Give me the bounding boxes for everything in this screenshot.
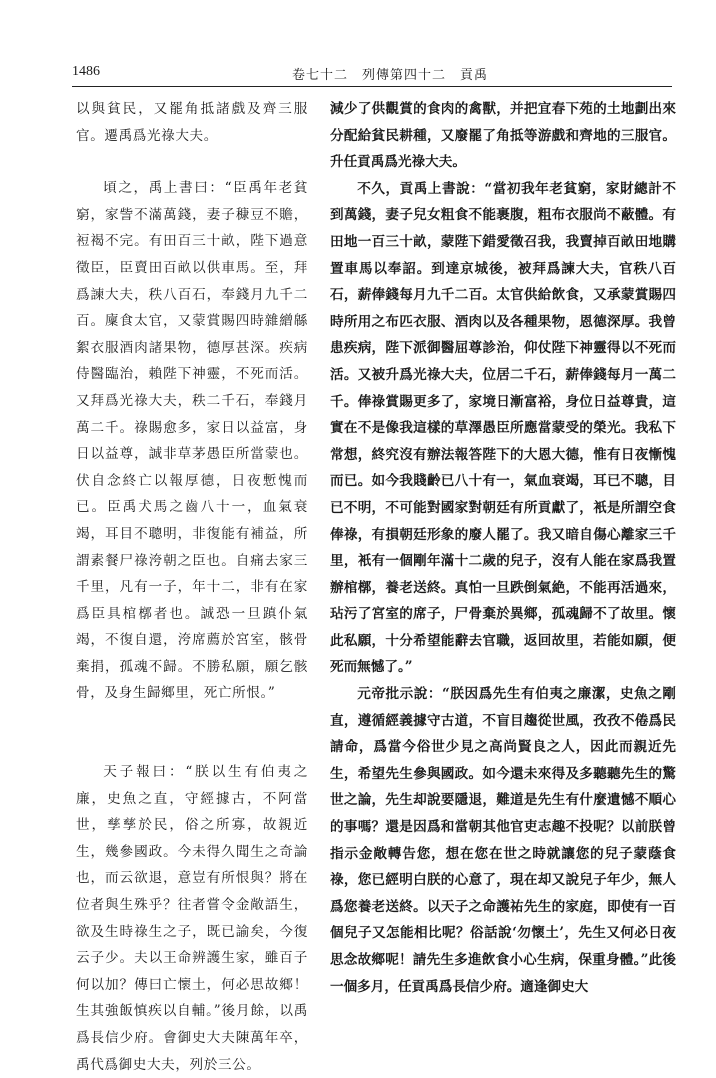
page-header — [72, 60, 672, 87]
classical-paragraph-2: 頃之，禹上書曰：“臣禹年老貧窮，家訾不滿萬錢，妻子穅豆不贍，裋褐不完。有田百三十畝，陛下過意徵臣，臣賣田百畝以供車馬。至，拜爲諫大夫，秩八百石，奉錢月九千二百。廩食太官，又蒙賞賜四時雜繒緜絮衣服酒肉諸果物，德厚甚深。疾病侍醫臨治，賴陛下神靈，不死而活。又拜爲光祿大夫，秩二千石，奉錢月萬二千。祿賜愈多，家日以益富，身日以益尊，誠非草茅愚臣所當蒙也。伏自念終亡以報厚德，日夜慙愧而已。臣禹犬馬之齒八十一，血氣衰竭，耳目不聰明，非復能有補益，所謂素餐尸祿洿朝之臣也。自痛去家三千里，凡有一子，年十二，非有在家爲臣具棺槨者也。誠恐一旦蹎仆氣竭，不復自還，洿席薦於宮室，骸骨棄捐，孤魂不歸。不勝私願，願乞骸骨，及身生歸鄉里，死亡所恨。” — [76, 180, 308, 702]
translation-paragraph-1: 減少了供觀賞的食肉的禽獸，并把宜春下苑的土地劃出來分配給貧民耕種，又廢罷了角抵等游戲和齊地的三服官。升任貢禹爲光祿大夫。 — [330, 101, 676, 171]
classical-paragraph-1: 以與貧民，又罷角抵諸戲及齊三服官。遷禹爲光祿大夫。 — [76, 101, 308, 144]
running-head: 卷七十二 列傳第四十二 貢禹 — [292, 68, 489, 83]
classical-paragraph-3: 天子報曰：“朕以生有伯夷之廉，史魚之直，守經據古，不阿當世，孳孳於民，俗之所寡，故親近生，幾參國政。今未得久聞生之奇論也，而云欲退，意豈有所恨與？將在位者與生殊乎？往者嘗令金敞語生，欲及生時祿生之子，既已諭矣，今復云子少。夫以王命辨護生家，雖百子何以加？傳曰亡懷土，何必思故鄉！生其強飯慎疾以自輔。”後月餘，以禹爲長信少府。會御史大夫陳萬年卒，禹代爲御史大夫，列於三公。 — [76, 764, 308, 1073]
translation-column — [330, 96, 676, 995]
translation-paragraph-3: 元帝批示說：“朕因爲先生有伯夷之廉潔，史魚之剛直，遵循經義據守古道，不盲目趨從世風，孜孜不倦爲民請命，爲當今俗世少見之高尚賢良之人，因此而親近先生，希望先生參與國政。如今還未來得及多聽聽先生的驚世之論，先生却說要隱退，難道是先生有什麼遺憾不順心的事嗎？還是因爲和當朝其他官吏志趣不投呢？以前朕曾指示金敞轉告您，想在您在世之時就讓您的兒子蒙蔭食祿，您已經明白朕的心意了，現在却又說兒子年少，無人爲您養老送終。以天子之命護祐先生的家庭，即使有一百個兒子又怎能相比呢？俗話說‘勿懷土’，先生又何必日夜思念故鄉呢！請先生多進飲食小心生病，保重身體。”此後一個多月，任貢禹爲長信少府。適逢御史大 — [330, 686, 676, 995]
translation-paragraph-2: 不久，貢禹上書說：“當初我年老貧窮，家財總計不到萬錢，妻子兒女粗食不能裹腹，粗布衣服尚不蔽體。有田地一百三十畝，蒙陛下錯愛徵召我，我賣掉百畝田地購置車馬以奉詔。到達京城後，被拜爲諫大夫，官秩八百石，薪俸錢每月九千二百。太官供給飲食，又承蒙賞賜四時所用之布匹衣服、酒肉以及各種果物，恩德深厚。我曾患疾病，陛下派御醫屈尊診治，仰仗陛下神靈得以不死而活。又被升爲光祿大夫，位居二千石，薪俸錢每月一萬二千。俸祿賞賜更多了，家境日漸富裕，身位日益尊貴，這實在不是像我這樣的草澤愚臣所應當蒙受的榮光。我私下常想，終究沒有辦法報答陛下的大恩大德，惟有日夜慚愧而已。如今我賤齡已八十有一，氣血衰竭，耳已不聰，目已不明，不可能對國家對朝廷有所貢獻了，衹是所謂空食俸祿，有損朝廷形象的廢人罷了。我又暗自傷心離家三千里，衹有一個剛年滿十二歲的兒子，沒有人能在家爲我置辦棺槨，養老送終。真怕一旦跌倒氣絶，不能再活過來，玷污了宮室的席子，尸骨棄於異鄉，孤魂歸不了故里。懷此私願，十分希望能辭去官職，返回故里，若能如願，便死而無憾了。” — [330, 180, 676, 676]
page-number: 1486 — [72, 64, 100, 79]
classical-text-column — [76, 96, 308, 1073]
